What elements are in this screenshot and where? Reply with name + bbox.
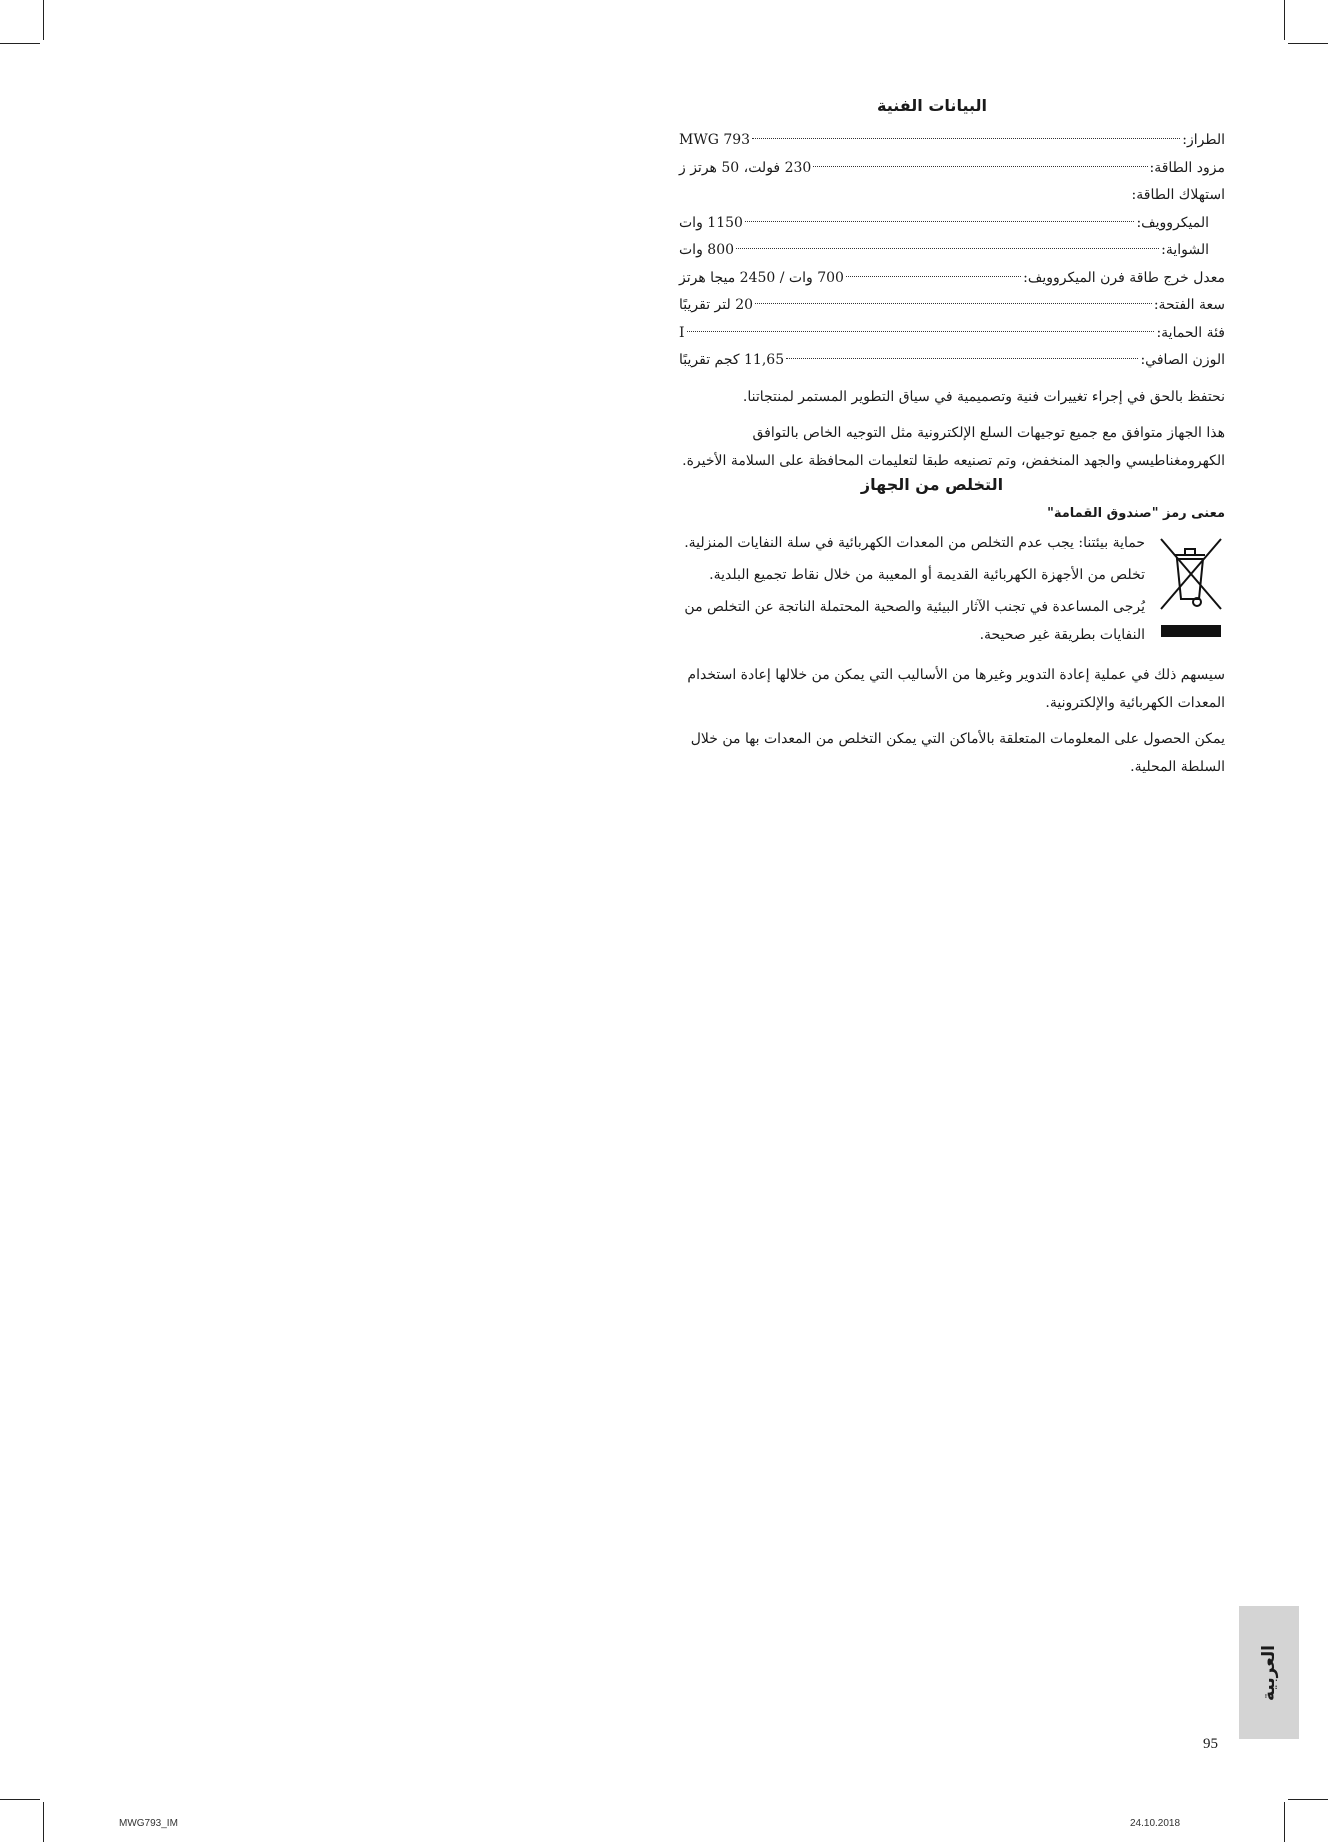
leader-dots <box>687 331 1155 332</box>
compliance-note <box>679 419 1225 475</box>
spec-row-protection-class <box>679 320 1225 348</box>
spec-row-cavity-capacity <box>679 292 1225 320</box>
spec-row-output-power <box>679 265 1225 293</box>
disposal-title: التخلص من الجهاز <box>860 474 1004 494</box>
leader-dots <box>745 221 1135 222</box>
crossed-out-wheelie-bin-icon <box>1153 529 1225 647</box>
collection-point-paragraph: تخلص من الأجهزة الكهربائية القديمة أو المعيبة من خلال نقاط تجميع البلدية. <box>709 566 1145 583</box>
crop-mark <box>43 1802 44 1842</box>
leader-dots <box>813 166 1147 167</box>
design-changes-note: نحتفظ بالحق في إجراء تغييرات فنية وتصميمية في سياق التطوير المستمر لمنتجاتنا. <box>742 388 1225 405</box>
local-authority-paragraph-line-1: يمكن الحصول على المعلومات المتعلقة بالأماكن التي يمكن التخلص من المعدات بها من خلال <box>690 730 1225 747</box>
leader-dots <box>786 358 1138 359</box>
health-paragraph-line-1: يُرجى المساعدة في تجنب الآثار البيئية والصحية المحتملة الناتجة عن التخلص من <box>684 598 1145 615</box>
bin-symbol-heading: معنى رمز "صندوق القمامة" <box>1047 505 1225 521</box>
crop-mark <box>1284 1802 1285 1842</box>
spec-row-microwave <box>679 210 1225 238</box>
leader-dots <box>752 138 1180 139</box>
local-authority-paragraph <box>679 725 1225 781</box>
spec-label: سعة الفتحة: <box>1153 297 1225 313</box>
spec-label: الطراز: <box>1182 132 1225 148</box>
spec-label: فئة الحماية: <box>1156 324 1225 341</box>
content-column <box>679 96 1225 781</box>
spec-value: MWG 793 <box>679 132 751 148</box>
spec-value: 11,65 كجم تقريبًا <box>679 352 785 368</box>
spec-label: مزود الطاقة: <box>1149 159 1225 176</box>
spec-value: 230 فولت، 50 هرتز ز <box>679 159 812 176</box>
spec-row-power-supply <box>679 155 1225 183</box>
spec-value: 700 وات / 2450 ميجا هرتز <box>679 269 844 286</box>
weee-block <box>679 529 1225 653</box>
language-tab <box>1239 1606 1299 1739</box>
footer-document-id: MWG793_IM <box>119 1818 178 1829</box>
health-paragraph-line-2: النفايات بطريقة غير صحيحة. <box>979 626 1145 643</box>
spec-label: الوزن الصافي: <box>1140 352 1225 368</box>
crop-mark <box>0 43 40 44</box>
crop-mark <box>1284 0 1285 40</box>
spec-list <box>679 127 1225 375</box>
page-number: 95 <box>1203 1736 1218 1752</box>
spec-label: معدل خرج طاقة فرن الميكروويف: <box>1023 269 1225 286</box>
health-paragraph <box>679 593 1145 649</box>
spec-row-power-consumption <box>679 182 1225 210</box>
language-tab-label: العربية <box>1259 1644 1279 1701</box>
spec-row-grill <box>679 237 1225 265</box>
recycling-paragraph <box>679 661 1225 717</box>
crop-mark <box>1288 43 1328 44</box>
footer-date: 24.10.2018 <box>1130 1818 1181 1829</box>
crop-mark <box>1288 1799 1328 1800</box>
spec-label: الشواية: <box>1161 242 1209 258</box>
leader-dots <box>736 248 1159 249</box>
crop-mark <box>43 0 44 40</box>
recycling-paragraph-line-2: المعدات الكهربائية والإلكترونية. <box>1045 694 1225 711</box>
spec-value: 20 لتر تقريبًا <box>679 297 754 313</box>
environment-paragraph: حماية بيئتنا: يجب عدم التخلص من المعدات الكهربائية في سلة النفايات المنزلية. <box>684 534 1145 551</box>
leader-dots <box>846 276 1021 277</box>
spec-value: 800 وات <box>679 242 735 258</box>
crop-mark <box>0 1799 40 1800</box>
weee-text <box>679 529 1145 653</box>
leader-dots <box>755 303 1152 304</box>
local-authority-paragraph-line-2: السلطة المحلية. <box>1130 758 1225 775</box>
spec-value: 1150 وات <box>679 214 743 231</box>
spec-row-net-weight <box>679 347 1225 375</box>
spec-value: I <box>679 324 685 341</box>
recycling-paragraph-line-1: سيسهم ذلك في عملية إعادة التدوير وغيرها من الأساليب التي يمكن من خلالها إعادة استخدام <box>687 666 1225 683</box>
compliance-note-line-1: هذا الجهاز متوافق مع جميع توجيهات السلع الإلكترونية مثل التوجيه الخاص بالتوافق <box>752 424 1225 441</box>
spec-label: الميكروويف: <box>1136 214 1209 231</box>
spec-row-model <box>679 127 1225 155</box>
spec-label: استهلاك الطاقة: <box>1131 187 1225 203</box>
compliance-note-line-2: الكهرومغناطيسي والجهد المنخفض، وتم تصنيعه طبقا لتعليمات المحافظة على السلامة الأخيرة. <box>682 452 1225 469</box>
technical-data-title: البيانات الفنية <box>877 96 987 115</box>
